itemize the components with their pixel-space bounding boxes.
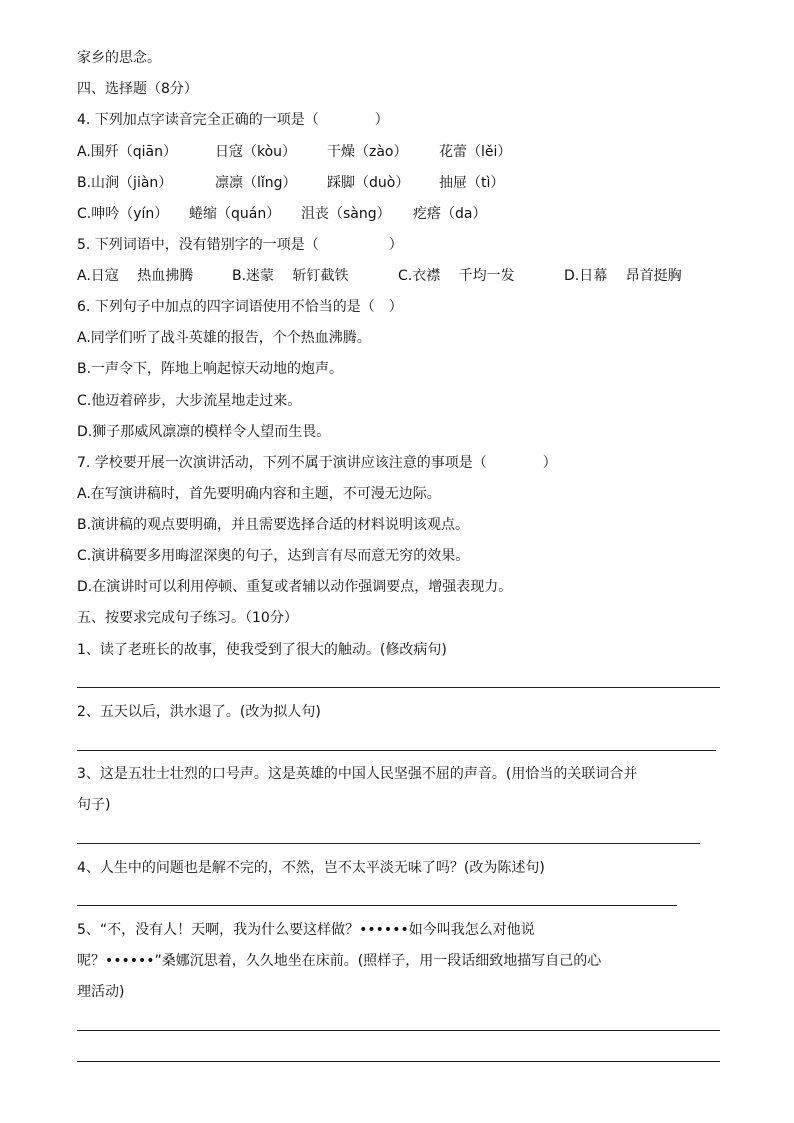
s2-answer-line[interactable] xyxy=(77,750,716,751)
q5-options xyxy=(77,266,682,286)
s5-answer-line-2[interactable] xyxy=(77,1061,720,1062)
q5-option-a: A.日寇 热血拂腾 xyxy=(77,268,194,284)
q4-b-word-3: 踩脚（duò） xyxy=(327,175,410,191)
s5-prompt-line-3: 理活动) xyxy=(77,984,125,1000)
s5-answer-line-1[interactable] xyxy=(77,1030,720,1031)
q4-c-word-3: 沮丧（sàng） xyxy=(301,206,391,222)
lead-in-text: 家乡的思念。 xyxy=(77,50,161,66)
s4-answer-line[interactable] xyxy=(77,905,677,906)
s3-answer-line[interactable] xyxy=(77,843,700,844)
q4-c-word-4: 疙瘩（da） xyxy=(413,206,487,222)
section-5-title: 五、按要求完成句子练习。（10分） xyxy=(77,610,298,626)
q4-option-a xyxy=(77,142,511,162)
q5-option-c: C.衣襟 千均一发 xyxy=(398,268,515,284)
q4-c-word-1: C.呻吟（yín） xyxy=(77,206,169,222)
q5-option-b: B.迷蒙 斩钉截铁 xyxy=(232,268,349,284)
section-4-title: 四、选择题（8分） xyxy=(77,81,198,97)
q7-option-d: D.在演讲时可以利用停顿、重复或者辅以动作强调要点，增强表现力。 xyxy=(77,579,513,595)
q6-option-b: B.一声令下，阵地上响起惊天动地的炮声。 xyxy=(77,361,344,377)
q4-b-word-2: 凛凛（lǐng） xyxy=(215,175,297,191)
q4-option-b xyxy=(77,173,504,193)
q6-option-c: C.他迈着碎步，大步流星地走过来。 xyxy=(77,393,302,409)
q4-c-word-2: 蜷缩（quán） xyxy=(189,206,281,222)
q4-option-c xyxy=(77,204,486,224)
q5-stem: 5. 下列词语中，没有错别字的一项是（ ） xyxy=(77,237,403,253)
q4-stem: 4. 下列加点字读音完全正确的一项是（ ） xyxy=(77,112,389,128)
q6-option-a: A.同学们听了战斗英雄的报告，个个热血沸腾。 xyxy=(77,330,371,346)
s2-prompt: 2、五天以后，洪水退了。(改为拟人句) xyxy=(77,704,321,720)
s1-prompt: 1、读了老班长的故事，使我受到了很大的触动。(修改病句) xyxy=(77,642,447,658)
q7-stem: 7. 学校要开展一次演讲活动，下列不属于演讲应该注意的事项是（ ） xyxy=(77,455,557,471)
q4-a-word-1: A.围歼（qiān） xyxy=(77,144,178,160)
s1-answer-line[interactable] xyxy=(77,687,720,688)
s3-prompt-line-2: 句子) xyxy=(77,797,111,813)
s5-prompt-line-2: 呢？••••••”桑娜沉思着，久久地坐在床前。(照样子，用一段话细致地描写自己的心 xyxy=(77,953,602,969)
q7-option-a: A.在写演讲稿时，首先要明确内容和主题，不可漫无边际。 xyxy=(77,486,441,502)
q7-option-c: C.演讲稿要多用晦涩深奥的句子，达到言有尽而意无穷的效果。 xyxy=(77,548,470,564)
q6-option-d: D.狮子那威风凛凛的模样令人望而生畏。 xyxy=(77,424,331,440)
q4-a-word-3: 干燥（zào） xyxy=(327,144,408,160)
q4-b-word-4: 抽屉（tì） xyxy=(439,175,505,191)
q6-stem: 6. 下列句子中加点的四字词语使用不恰当的是（ ） xyxy=(77,299,403,315)
q5-option-d: D.日幕 昂首挺胸 xyxy=(564,268,682,284)
q4-a-word-4: 花蕾（lěi） xyxy=(439,144,512,160)
q7-option-b: B.演讲稿的观点要明确，并且需要选择合适的材料说明该观点。 xyxy=(77,517,470,533)
q4-a-word-2: 日寇（kòu） xyxy=(215,144,297,160)
s4-prompt: 4、人生中的问题也是解不完的，不然，岂不太平淡无味了吗？(改为陈述句) xyxy=(77,860,545,876)
s3-prompt-line-1: 3、这是五壮士壮烈的口号声。这是英雄的中国人民坚强不屈的声音。(用恰当的关联词合并 xyxy=(77,766,638,782)
s5-prompt-line-1: 5、“不，没有人！天啊，我为什么要这样做？••••••如今叫我怎么对他说 xyxy=(77,922,535,938)
q4-b-word-1: B.山涧（jiàn） xyxy=(77,175,173,191)
